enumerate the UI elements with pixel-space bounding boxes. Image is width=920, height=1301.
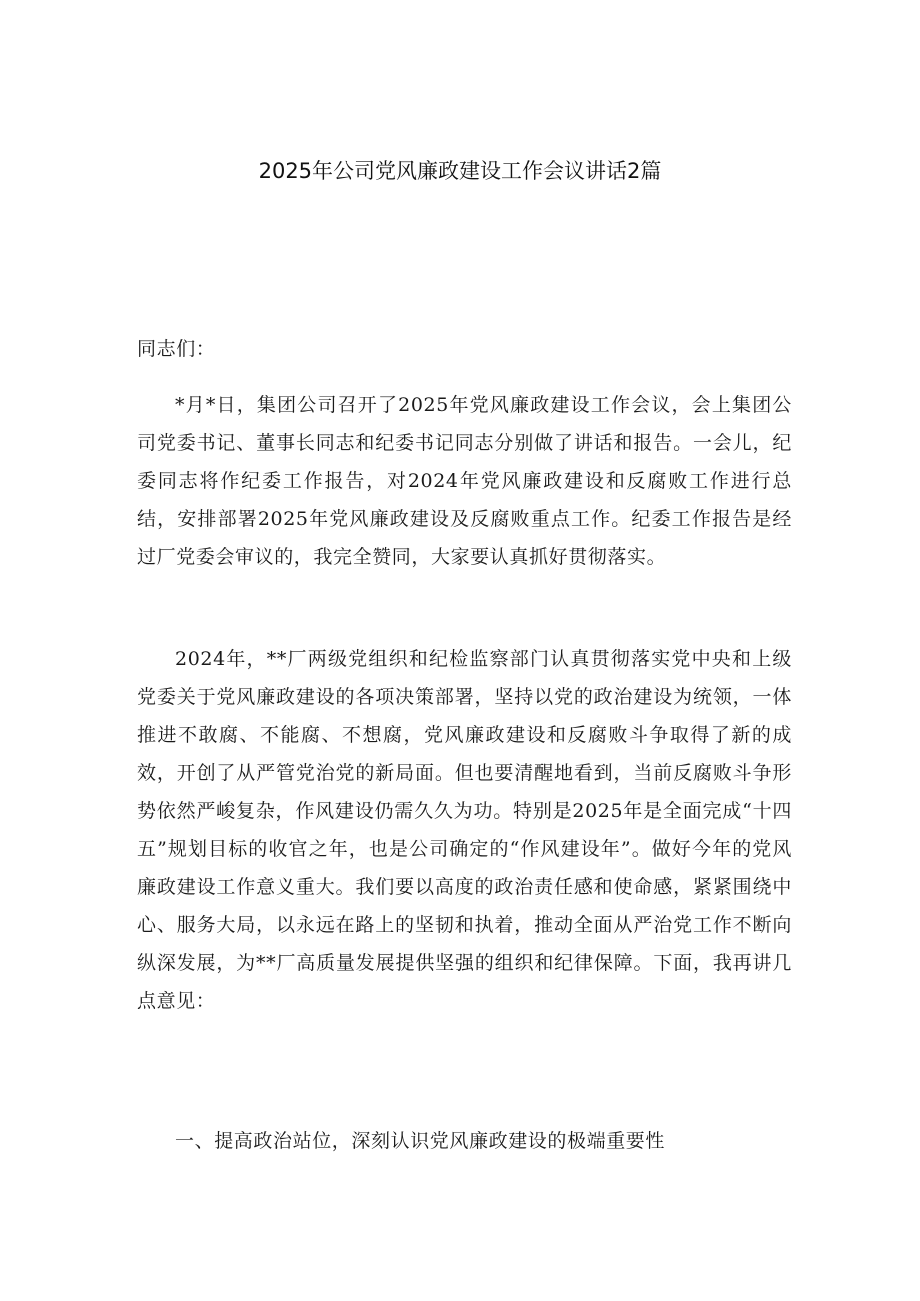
paragraph-2: 2024年，**厂两级党组织和纪检监察部门认真贯彻落实党中央和上级党委关于党风廉政建设的各项决策部署，坚持以党的政治建设为统领，一体推进不敢腐、不能腐、不想腐，党风廉政建设和反腐败斗争取得了新的成效，开创了从严管党治党的新局面。但也要清醒地看到，当前反腐败斗争形势依然严峻复杂，作风建设仍需久久为功。特别是2025年是全面完成“十四五”规划目标的收官之年，也是公司确定的“作风建设年”。做好今年的党风廉政建设工作意义重大。我们要以高度的政治责任感和使命感，紧紧围绕中心、服务大局，以永远在路上的坚韧和执着，推动全面从严治党工作不断向纵深发展，为**厂高质量发展提供坚强的组织和纪律保障。下面，我再讲几点意见： xyxy=(137,648,792,1012)
document-title: 2025年公司党风廉政建设工作会议讲话2篇 xyxy=(258,159,662,183)
salutation: 同志们： xyxy=(137,338,216,360)
paragraph-1: *月*日，集团公司召开了2025年党风廉政建设工作会议，会上集团公司党委书记、董事长同志和纪委书记同志分别做了讲话和报告。一会儿，纪委同志将作纪委工作报告，对2024年党风廉政建设和反腐败工作进行总结，安排部署2025年党风廉政建设及反腐败重点工作。纪委工作报告是经过厂党委会审议的，我完全赞同，大家要认真抓好贯彻落实。 xyxy=(137,394,792,568)
section-heading: 一、提高政治站位，深刻认识党风廉政建设的极端重要性 xyxy=(175,1130,666,1152)
